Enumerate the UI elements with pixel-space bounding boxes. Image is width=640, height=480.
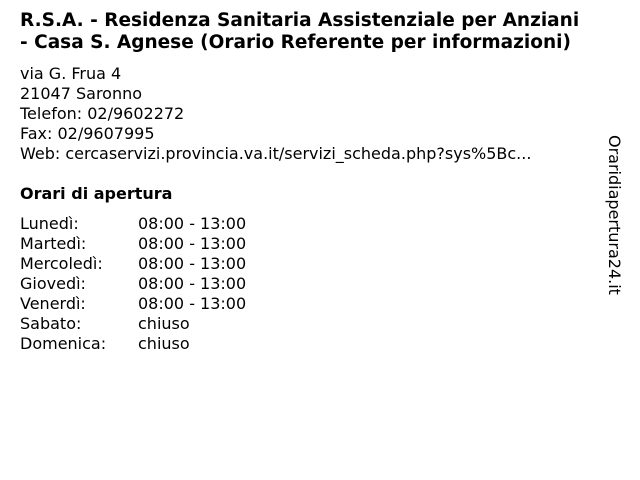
street-address: via G. Frua 4 [20, 64, 122, 83]
fax-number: Fax: 02/9607995 [20, 124, 155, 143]
day-label: Sabato: [20, 314, 82, 333]
hours-row-wednesday [20, 254, 246, 274]
hours-row-tuesday [20, 234, 246, 254]
day-label: Lunedì: [20, 214, 79, 233]
day-label: Mercoledì: [20, 254, 103, 273]
page-title [20, 10, 625, 54]
hours-row-saturday [20, 314, 246, 334]
time-value: 08:00 - 13:00 [138, 274, 247, 293]
time-value: chiuso [138, 334, 190, 353]
hours-row-sunday [20, 334, 246, 354]
day-label: Giovedì: [20, 274, 86, 293]
phone-number: Telefon: 02/9602272 [20, 104, 185, 123]
hours-row-friday [20, 294, 246, 314]
opening-hours-heading: Orari di apertura [20, 184, 173, 203]
time-value: 08:00 - 13:00 [138, 234, 247, 253]
day-label: Venerdì: [20, 294, 86, 313]
site-watermark-text: Oraridiapertura24.it [605, 135, 624, 295]
page-title-line-2: - Casa S. Agnese (Orario Referente per informazioni) [20, 32, 571, 53]
day-label: Martedì: [20, 234, 87, 253]
hours-row-thursday [20, 274, 246, 294]
time-value: 08:00 - 13:00 [138, 294, 247, 313]
opening-hours-table [20, 214, 246, 354]
page-title-line-1: R.S.A. - Residenza Sanitaria Assistenziale per Anziani [20, 10, 580, 31]
address-block [20, 64, 531, 164]
website-link[interactable]: Web: cercaservizi.provincia.va.it/servizi_scheda.php?sys%5Bc... [20, 144, 532, 163]
time-value: chiuso [138, 314, 190, 333]
site-watermark [605, 135, 636, 310]
city: 21047 Saronno [20, 84, 143, 103]
time-value: 08:00 - 13:00 [138, 254, 247, 273]
hours-row-monday [20, 214, 246, 234]
day-label: Domenica: [20, 334, 107, 353]
time-value: 08:00 - 13:00 [138, 214, 247, 233]
